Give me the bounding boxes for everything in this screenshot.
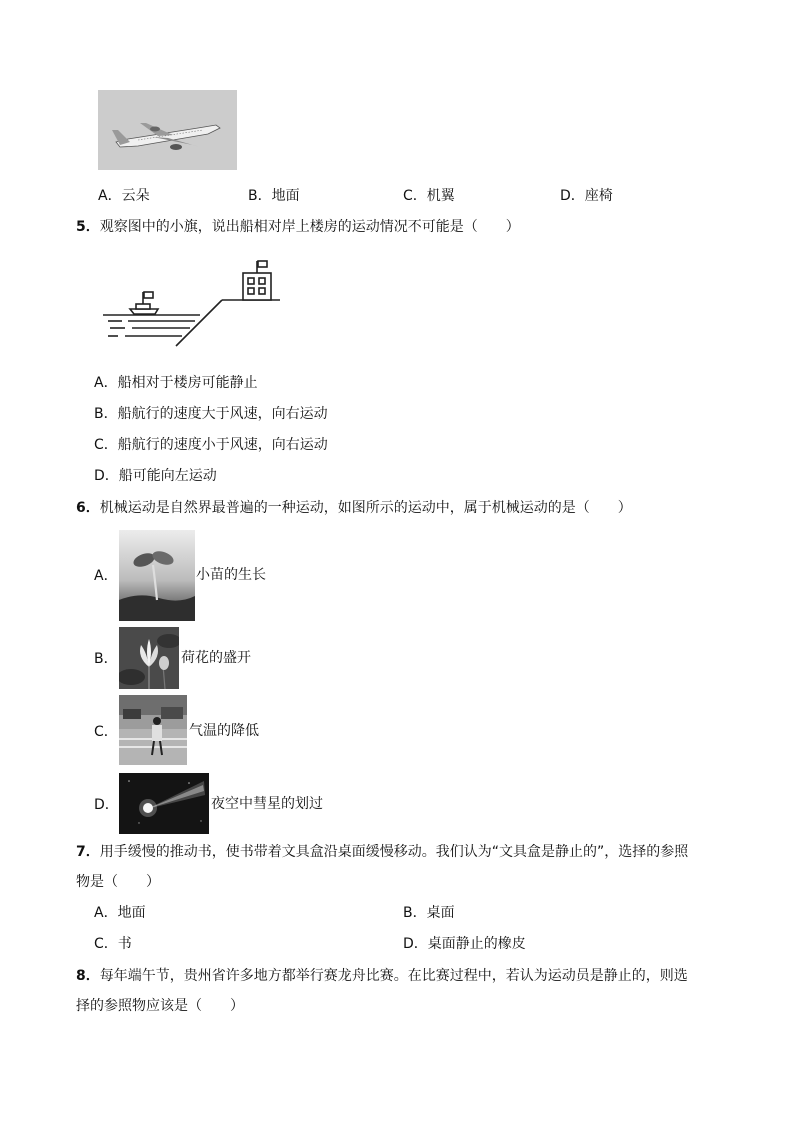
lotus-photo — [119, 627, 179, 689]
option-letter: A． — [98, 188, 122, 204]
q6-option-d-text: 夜空中彗星的划过 — [211, 796, 323, 812]
q7-option-d[interactable] — [403, 935, 526, 953]
question-number: 6． — [76, 500, 100, 516]
option-text: 船相对于楼房可能静止 — [117, 375, 258, 391]
option-text: 机翼 — [426, 188, 455, 204]
option-text: 书 — [117, 936, 132, 952]
q6-option-b[interactable] — [94, 650, 118, 668]
q6-option-b-text: 荷花的盛开 — [181, 650, 251, 666]
q4-option-a[interactable] — [98, 187, 150, 205]
q8-stem-line2: 择的参照物应该是（ ） — [76, 998, 244, 1014]
q5-option-c[interactable] — [94, 436, 328, 454]
question-text: 机械运动是自然界最普遍的一种运动，如图所示的运动中，属于机械运动的是（ ） — [99, 500, 632, 516]
option-letter: D． — [560, 188, 585, 204]
option-text: 云朵 — [121, 188, 150, 204]
option-letter: B． — [248, 188, 272, 204]
q5-stem — [76, 218, 520, 236]
q6-option-a-text: 小苗的生长 — [196, 567, 266, 583]
q5-option-d[interactable] — [94, 467, 217, 485]
q7-stem-line1 — [76, 843, 688, 861]
question-text: 观察图中的小旗，说出船相对岸上楼房的运动情况不可能是（ ） — [99, 219, 520, 235]
option-text: 船航行的速度大于风速，向右运动 — [117, 406, 328, 422]
option-letter: D． — [94, 797, 119, 813]
question-text: 每年端午节，贵州省许多地方都举行赛龙舟比赛。在比赛过程中，若认为运动员是静止的，则选 — [99, 968, 688, 984]
question-text: 用手缓慢的推动书，使书带着文具盒沿桌面缓慢移动。我们认为“文具盒是静止的”，选择的参照 — [99, 844, 689, 860]
option-letter: C． — [94, 437, 118, 453]
option-text: 桌面 — [426, 905, 455, 921]
q6-option-c[interactable] — [94, 723, 118, 741]
q5-option-b[interactable] — [94, 405, 328, 423]
option-letter: C． — [94, 936, 118, 952]
q4-option-b[interactable] — [248, 187, 300, 205]
airplane-photo — [98, 90, 237, 170]
q7-option-b[interactable] — [403, 904, 455, 922]
street-photo — [119, 695, 187, 765]
option-letter: D． — [403, 936, 428, 952]
q6-option-d[interactable] — [94, 796, 119, 814]
option-text: 地面 — [117, 905, 146, 921]
option-text: 船航行的速度小于风速，向右运动 — [117, 437, 328, 453]
option-letter: A． — [94, 568, 118, 584]
q5-option-a[interactable] — [94, 374, 258, 392]
option-letter: B． — [94, 406, 118, 422]
option-letter: C． — [94, 724, 118, 740]
q7-stem-line2: 物是（ ） — [76, 874, 160, 890]
option-letter: C． — [403, 188, 427, 204]
option-text: 桌面静止的橡皮 — [427, 936, 526, 952]
q4-option-d[interactable] — [560, 187, 613, 205]
q4-option-c[interactable] — [403, 187, 455, 205]
option-letter: A． — [94, 905, 118, 921]
question-number: 7． — [76, 844, 100, 860]
q6-option-a[interactable] — [94, 567, 118, 585]
q8-stem-line1 — [76, 967, 688, 985]
q6-stem — [76, 499, 632, 517]
option-letter: D． — [94, 468, 119, 484]
q7-option-a[interactable] — [94, 904, 146, 922]
option-letter: B． — [94, 651, 118, 667]
option-text: 座椅 — [584, 188, 613, 204]
option-text: 地面 — [271, 188, 300, 204]
option-letter: A． — [94, 375, 118, 391]
q6-option-c-text: 气温的降低 — [189, 723, 259, 739]
option-letter: B． — [403, 905, 427, 921]
option-text: 船可能向左运动 — [118, 468, 217, 484]
q7-option-c[interactable] — [94, 935, 132, 953]
question-number: 5． — [76, 219, 100, 235]
comet-photo — [119, 773, 209, 834]
boat-building-diagram — [100, 258, 285, 350]
question-number: 8． — [76, 968, 100, 984]
seedling-photo — [119, 530, 195, 621]
